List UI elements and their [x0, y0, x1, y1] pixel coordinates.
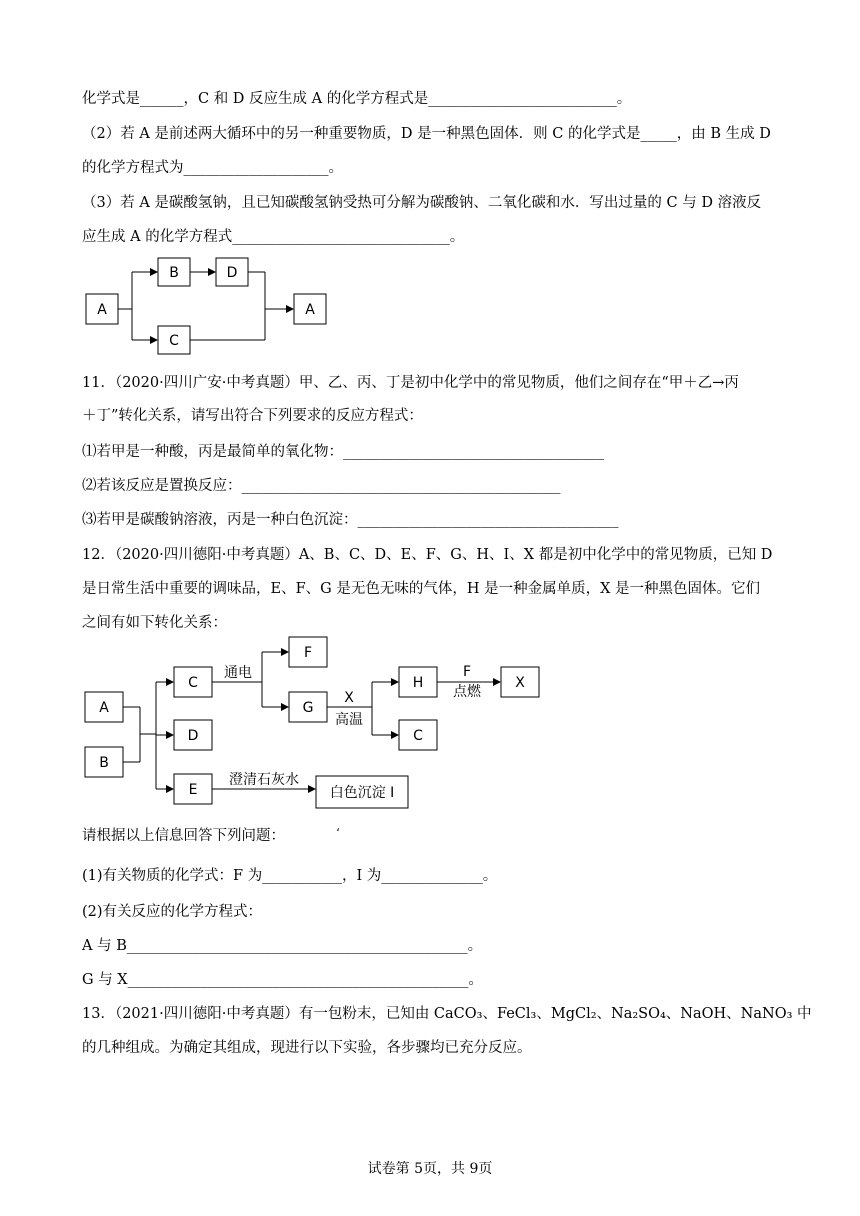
- label-f: F: [462, 664, 472, 680]
- text-line: （3）若 A 是碳酸氢钠，且已知碳酸氢钠受热可分解为碳酸钠、二氧化碳和水．写出过量的 C 与 D 溶液反: [82, 195, 762, 211]
- label-ignite: 点燃: [453, 684, 481, 700]
- text-line: 之间有如下转化关系：: [82, 615, 227, 631]
- box-a-right-label: A: [305, 302, 315, 318]
- text-line: 请根据以上信息回答下列问题：: [82, 828, 285, 844]
- box-c-label: C: [188, 675, 198, 691]
- text-line: ⑶若甲是碳酸钠溶液，丙是一种白色沉淀：____________________________________: [82, 512, 619, 528]
- text-line: G 与 X_______________________________________________。: [82, 972, 483, 988]
- label-x: X: [344, 690, 354, 706]
- label-high-temp: 高温: [335, 712, 363, 728]
- flow-diagram-2: [80, 634, 550, 814]
- box-g-label: G: [302, 700, 314, 716]
- box-b-label: B: [169, 265, 179, 281]
- box-c2-label: C: [413, 728, 423, 744]
- box-e-label: E: [188, 782, 198, 798]
- text-line: ⑴若甲是一种酸，丙是最简单的氧化物：____________________________________: [82, 444, 604, 460]
- text-line: 12．（2020·四川德阳·中考真题）A、B、C、D、E、F、G、H、I、X 都是初中化学中的常见物质，已知 D: [82, 547, 773, 563]
- box-h-label: H: [412, 675, 424, 691]
- box-b-label: B: [99, 755, 109, 771]
- text-line: 的化学方程式为____________________。: [82, 160, 343, 176]
- box-x-label: X: [515, 675, 525, 691]
- label-limewater: 澄清石灰水: [229, 772, 299, 788]
- text-line: 化学式是______，C 和 D 反应生成 A 的化学方程式是__________________________。: [82, 91, 632, 107]
- text-line: （2）若 A 是前述两大循环中的另一种重要物质，D 是一种黑色固体．则 C 的化学式是_____，由 B 生成 D: [82, 126, 771, 142]
- text-line: (2)有关反应的化学方程式：: [82, 904, 263, 920]
- text-line: (1)有关物质的化学式：F 为___________，I 为______________。: [82, 868, 498, 884]
- label-electrolysis: 通电: [224, 665, 252, 681]
- box-c-label: C: [169, 333, 179, 349]
- box-d-label: D: [187, 728, 199, 744]
- text-line: 是日常生活中重要的调味品，E、F、G 是无色无味的气体，H 是一种金属单质，X 是一种黑色固体。它们: [82, 581, 761, 597]
- text-line: ＋丁”转化关系，请写出符合下列要求的反应方程式：: [82, 408, 423, 424]
- stray-mark: ‘: [336, 826, 340, 840]
- text-line: 的几种组成。为确定其组成，现进行以下实验，各步骤均已充分反应。: [82, 1040, 532, 1056]
- flow-diagram-1: [80, 250, 340, 360]
- text-line: 13．（2021·四川德阳·中考真题）有一包粉末，已知由 CaCO₃、FeCl₃、MgCl₂、Na₂SO₄、NaOH、NaNO₃ 中: [82, 1006, 812, 1022]
- text-line: ⑵若该反应是置换反应：____________________________________________: [82, 478, 561, 494]
- page-footer: 试卷第 5页，共 9页: [367, 1161, 493, 1177]
- box-f-label: F: [303, 645, 313, 661]
- text-line: A 与 B_______________________________________________。: [82, 938, 483, 954]
- box-precipitate-label: 白色沉淀 I: [329, 785, 395, 801]
- box-a-left-label: A: [97, 302, 107, 318]
- box-d-label: D: [226, 265, 238, 281]
- box-a-label: A: [99, 700, 109, 716]
- text-line: 11．（2020·四川广安·中考真题）甲、乙、丙、丁是初中化学中的常见物质，他们之间存在“甲＋乙→丙: [82, 375, 739, 391]
- text-line: 应生成 A 的化学方程式______________________________。: [82, 229, 465, 245]
